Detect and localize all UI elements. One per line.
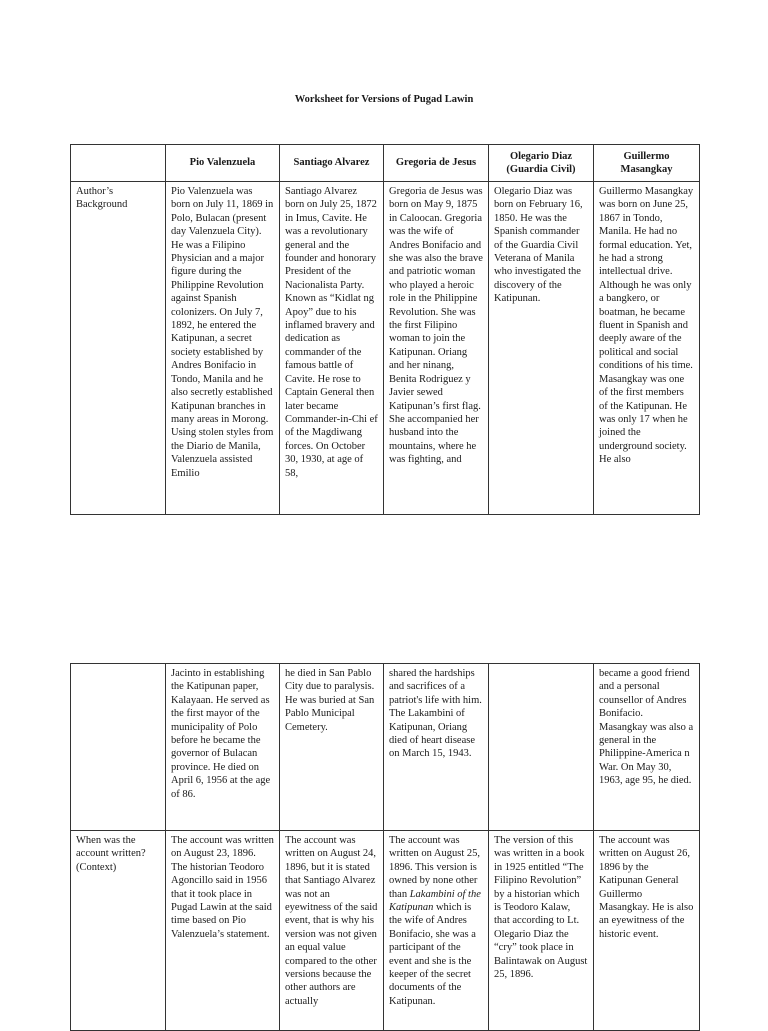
background-cont-cell-santiago-alvarez: he died in San Pablo City due to paralysis. He was buried at San Pablo Municipal Cemetery.	[280, 664, 384, 831]
background-cont-cell-olegario-diaz	[489, 664, 594, 831]
header-cell-santiago-alvarez: Santiago Alvarez	[280, 145, 384, 182]
header-cell-blank	[71, 145, 166, 182]
page-title: Worksheet for Versions of Pugad Lawin	[294, 94, 474, 105]
background-cont-cell-guillermo-masangkay: became a good friend and a personal counsellor of Andres Bonifacio. Masangkay was also a general in the Philippine-America n War. On May 30, 1963, age 95, he died.	[594, 664, 700, 831]
background-cell-santiago-alvarez: Santiago Alvarez born on July 25, 1872 in Imus, Cavite. He was a revolutionary general and the founder and honorary President of the Nacionalista Party. Known as “Kidlat ng Apoy” due to his inflamed bravery and dedication as commander of the famous battle of Cavite. He rose to Captain General then later became Commander-in-Chi ef of the Magdiwang forces. On October 30, 1930, at age of 58,	[280, 182, 384, 515]
header-cell-olegario-diaz: Olegario Diaz (Guardia Civil)	[489, 145, 594, 182]
row-label-background-continued	[71, 664, 166, 831]
background-cont-cell-pio-valenzuela: Jacinto in establishing the Katipunan paper, Kalayaan. He served as the first mayor of the municipality of Polo before he became the governor of Bulacan province. He died on April 6, 1956 at the age of 86.	[166, 664, 280, 831]
row-label-context: When was the account written?(Context)	[71, 831, 166, 1031]
background-cont-cell-gregoria-de-jesus: shared the hardships and sacrifices of a patriot's life with him. The Lakambini of Katipunan, Oriang died of heart disease on March 15, 1943.	[384, 664, 489, 831]
header-row	[71, 145, 700, 182]
context-text-italic-title: Lakambini of the Katipunan	[389, 888, 481, 914]
background-cell-olegario-diaz: Olegario Diaz was born on February 16, 1850. He was the Spanish commander of the Guardia Civil Veterana of Manila who investigated the discovery of the Katipunan.	[489, 182, 594, 515]
worksheet-table-part-1	[70, 144, 700, 515]
header-cell-gregoria-de-jesus: Gregoria de Jesus	[384, 145, 489, 182]
background-cell-gregoria-de-jesus: Gregoria de Jesus was born on May 9, 1875 in Caloocan. Gregoria was the wife of Andres Bonifacio and she was also the brave and patriotic woman who played a heroic role in the Philippine Revolution. She was the first Filipino woman to join the Katipunan. Oriang and her ninang, Benita Rodriguez y Javier sewed Katipunan’s first flag. She accompanied her husband into the mountains, where he was fighting, and	[384, 182, 489, 515]
context-cell-olegario-diaz: The version of this was written in a book in 1925 entitled “The Filipino Revolution” by a historian which is Teodoro Kalaw, that according to Lt. Olegario Diaz the “cry” took place in Balintawak on August 25, 1896.	[489, 831, 594, 1031]
header-cell-pio-valenzuela: Pio Valenzuela	[166, 145, 280, 182]
background-cell-pio-valenzuela: Pio Valenzuela was born on July 11, 1869 in Polo, Bulacan (present day Valenzuela City). He was a Filipino Physician and a major figure during the Philippine Revolution against Spanish colonizers. On July 7, 1892, he entered the Katipunan, a secret society established by Andres Bonifacio in Tondo, Manila and he also secretly established Katipunan branches in many areas in Morong. Using stolen styles from the Diario de Manila, Valenzuela assisted Emilio	[166, 182, 280, 515]
worksheet-table-part-2	[70, 663, 700, 1031]
context-text-after: which is the wife of Andres Bonifacio, she was a participant of the event and she is the keeper of the secret documents of the Katipunan.	[389, 902, 476, 1007]
background-continued-row	[71, 664, 700, 831]
header-cell-guillermo-masangkay: Guillermo Masangkay	[594, 145, 700, 182]
row-label-background: Author’s Background	[71, 182, 166, 515]
context-cell-gregoria-de-jesus	[384, 831, 489, 1031]
context-cell-guillermo-masangkay: The account was written on August 26, 1896 by the Katipunan General Guillermo Masangkay. He is also an eyewitness of the historic event.	[594, 831, 700, 1031]
background-row	[71, 182, 700, 515]
context-cell-pio-valenzuela: The account was written on August 23, 1896. The historian Teodoro Agoncillo said in 1956 that it took place in Pugad Lawin at the said time based on Pio Valenzuela’s statement.	[166, 831, 280, 1031]
context-cell-santiago-alvarez: The account was written on August 24, 1896, but it is stated that Santiago Alvarez was not an eyewitness of the said event, that is why his version was not given an equal value compared to the other versions because the other authors are actually	[280, 831, 384, 1031]
context-row	[71, 831, 700, 1031]
context-text-before: The account was written on August 25, 1896. This version is owned by none other than	[389, 835, 480, 900]
background-cell-guillermo-masangkay: Guillermo Masangkay was born on June 25, 1867 in Tondo, Manila. He had no formal education. Yet, he had a strong intellectual drive. Although he was only a bangkero, or boatman, he became fluent in Spanish and deeply aware of the political and social conditions of his time. Masangkay was one of the first members of the Katipunan. He was only 17 when he joined the underground society. He also	[594, 182, 700, 515]
